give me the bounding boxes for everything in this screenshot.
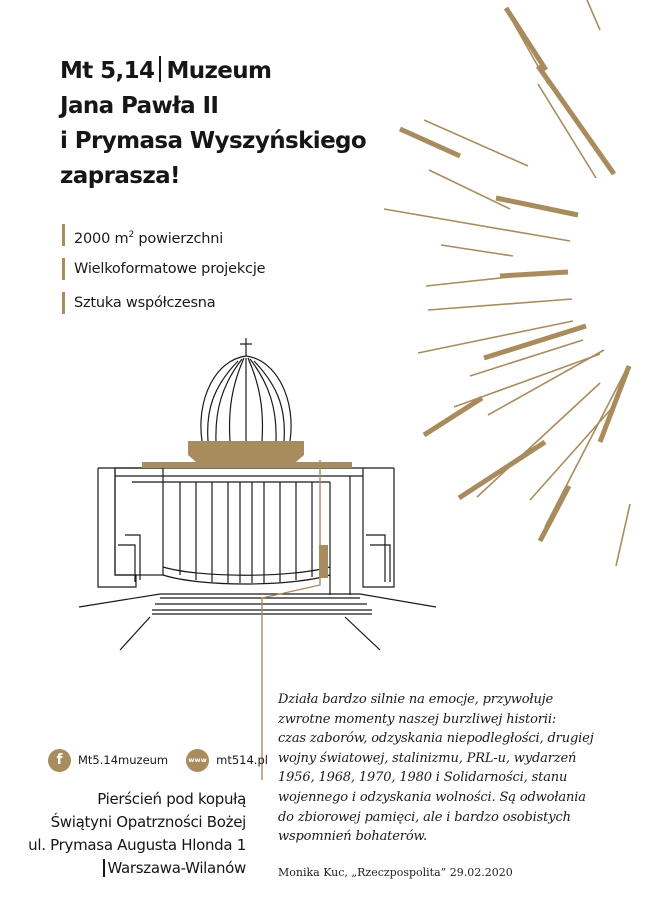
quote-line: 1956, 1968, 1970, 1980 i Solidarności, stanu <box>278 770 568 786</box>
address-line-2: Świątyni Opatrzności Bożej <box>50 813 246 831</box>
quote-attribution: Monika Kuc, „Rzeczpospolita” 29.02.2020 <box>278 866 513 879</box>
address-line-1: Pierścień pod kopułą <box>97 790 246 808</box>
press-quote <box>278 690 618 847</box>
facebook-link[interactable] <box>48 749 168 772</box>
quote-line: wojny światowej, stalinizmu, PRL-u, wydarzeń <box>278 750 577 766</box>
quote-line: wspomnień bohaterów. <box>278 829 427 845</box>
headline-line-2: Jana Pawła II <box>60 93 219 119</box>
headline-line-4: zaprasza! <box>60 163 180 189</box>
facebook-icon: f <box>48 749 71 772</box>
feature-area-value: 2000 m <box>74 230 129 247</box>
facebook-handle: Mt5.14muzeum <box>78 753 169 767</box>
feature-area-label: powierzchni <box>138 230 224 247</box>
feature-area-unit-sup: 2 <box>128 230 134 240</box>
quote-line: wojennego i odzyskania wolności. Są odwołania <box>278 789 586 805</box>
quote-line: czas zaborów, odzyskania niepodległości, drugiej <box>278 731 594 747</box>
www-icon: www <box>186 749 209 772</box>
feature-art: Sztuka współczesna <box>62 290 265 324</box>
quote-line: Działa bardzo silnie na emocje, przywołuje <box>278 692 554 707</box>
quote-line: zwrotne momenty naszej burzliwej historii: <box>278 711 557 727</box>
quote-line: do zbiorowej pamięci, ale i bardzo osobistych <box>278 809 571 825</box>
address-city: Warszawa-Wilanów <box>103 859 246 877</box>
program-name: Mt 5,14 <box>60 58 155 84</box>
headline-line-3: i Prymasa Wyszyńskiego <box>60 128 367 154</box>
social-links <box>48 746 286 774</box>
website-link[interactable] <box>186 749 268 772</box>
website-url: mt514.pl <box>216 753 268 767</box>
feature-projections: Wielkoformatowe projekcje <box>62 256 265 290</box>
address-block <box>28 788 246 880</box>
headline-museum: Muzeum <box>166 58 272 84</box>
address-line-3: ul. Prymasa Augusta Hlonda 1 <box>28 836 246 854</box>
